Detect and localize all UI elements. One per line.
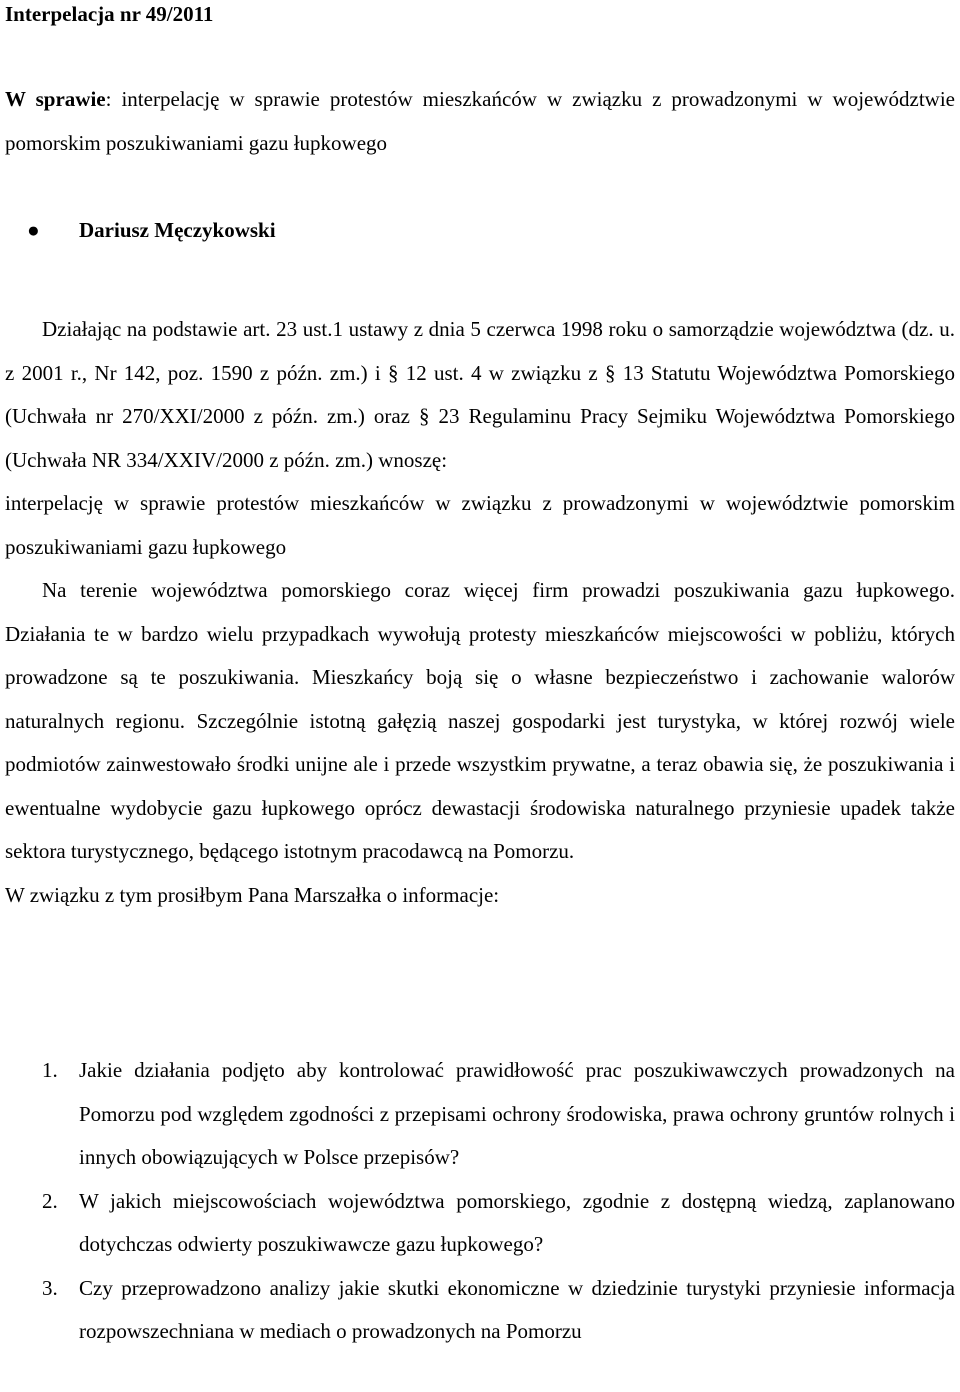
subject-paragraph (5, 78, 955, 165)
document-body (5, 308, 955, 917)
list-item-number: 3. (42, 1275, 58, 1300)
closing-paragraph: W związku z tym prosiłbym Pana Marszałka o informacje: (5, 882, 500, 907)
list-item (5, 1267, 955, 1354)
list-item (5, 1180, 955, 1267)
document-heading: Interpelacja nr 49/2011 (5, 2, 214, 26)
intro-paragraph: Działając na podstawie art. 23 ust.1 ustawy z dnia 5 czerwca 1998 roku o samorządzie województwa (dz. u. z 2001 r., Nr 142, poz. 1590 z późn. zm.) i § 12 ust. 4 w związku z § 13 Statutu Województwa Pomorskiego (Uchwała nr 270/XXI/2000 z późn. zm.) oraz § 23 Regulaminu Pracy Sejmiku Województwa Pomorskiego (Uchwała NR 334/XXIV/2000 z późn. zm.) wnoszę: (5, 317, 955, 472)
request-paragraph: interpelację w sprawie protestów mieszkańców w związku z prowadzonymi w województwie pomorskim poszukiwaniami gazu łupkowego (5, 491, 955, 559)
bullet-icon: ● (27, 218, 40, 242)
subject-label: W sprawie (5, 87, 106, 111)
questions-list (5, 1049, 955, 1354)
author-line (27, 210, 276, 250)
list-item-text: W jakich miejscowościach województwa pomorskiego, zgodnie z dostępną wiedzą, zaplanowano dotychczas odwierty poszukiwawcze gazu łupkowego? (79, 1188, 955, 1256)
list-item (5, 1049, 955, 1180)
list-item-text: Jakie działania podjęto aby kontrolować prawidłowość prac poszukiwawczych prowadzonych na Pomorzu pod względem zgodności z przepisami ochrony środowiska, prawa ochrony gruntów rolnych i innych obowiązujących w Polsce przepisów? (79, 1058, 955, 1169)
list-item-number: 2. (42, 1188, 58, 1213)
subject-text: : interpelację w sprawie protestów mieszkańców w związku z prowadzonymi w województwie pomorskim poszukiwaniami gazu łupkowego (5, 87, 955, 155)
body-paragraph: Na terenie województwa pomorskiego coraz więcej firm prowadzi poszukiwania gazu łupkowego. Działania te w bardzo wielu przypadkach wywołują protesty mieszkańców miejscowości w pobliżu, których prowadzone są te poszukiwania. Mieszkańcy boją się o własne bezpieczeństwo i zachowanie walorów naturalnych regionu. Szczególnie istotną gałęzią naszej gospodarki jest turystyka, w której rozwój wiele podmiotów zainwestowało środki unijne ale i przede wszystkim prywatne, a teraz obawia się, że poszukiwania i ewentualne wydobycie gazu łupkowego oprócz dewastacji środowiska naturalnego przyniesie upadek także sektora turystycznego, będącego istotnym pracodawcą na Pomorzu. (5, 578, 955, 863)
list-item-text: Czy przeprowadzono analizy jakie skutki ekonomiczne w dziedzinie turystyki przyniesie informacja rozpowszechniana w mediach o prowadzonych na Pomorzu (79, 1275, 955, 1343)
list-item-number: 1. (42, 1058, 58, 1082)
author-name: Dariusz Męczykowski (79, 218, 276, 242)
